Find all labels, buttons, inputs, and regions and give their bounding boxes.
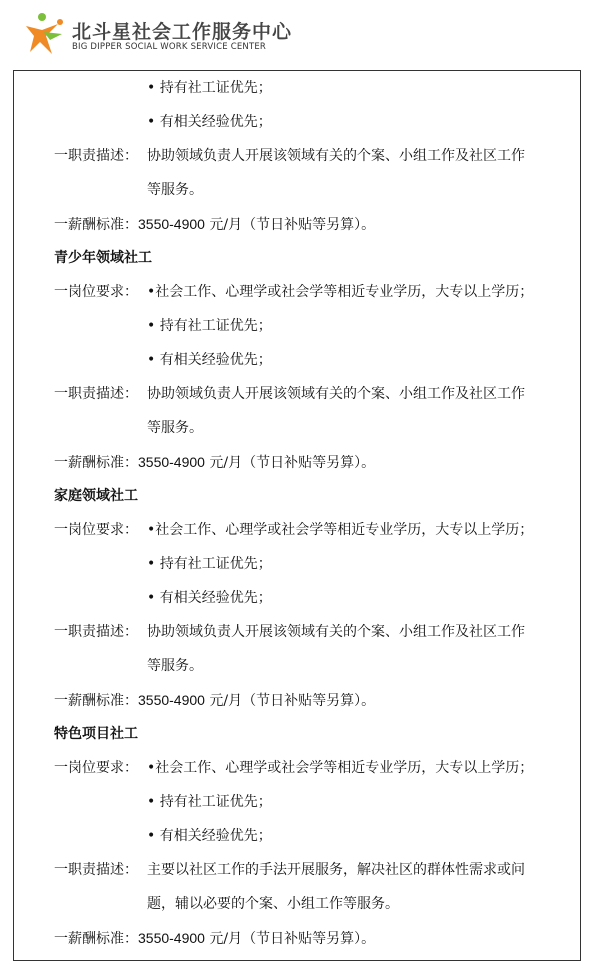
requirement-label: 一岗位要求： — [54, 760, 138, 776]
salary-row — [54, 214, 375, 235]
bullet-certificate: • 持有社工证优先； — [147, 318, 272, 334]
org-name-en: BIG DIPPER SOCIAL WORK SERVICE CENTER — [72, 42, 267, 52]
duty-label: 一职责描述： — [54, 862, 138, 878]
duty-label: 一职责描述： — [54, 624, 138, 640]
job-listing-box — [13, 70, 581, 961]
section-title: 特色项目社工 — [54, 726, 138, 742]
salary-row — [54, 928, 375, 949]
bullet-certificate: • 持有社工证优先； — [147, 556, 272, 572]
duty-label: 一职责描述： — [54, 386, 138, 402]
requirement-label: 一岗位要求： — [54, 522, 138, 538]
salary-amount: 3550-4900 — [138, 692, 205, 708]
bullet-experience: • 有相关经验优先； — [147, 114, 272, 130]
salary-row — [54, 690, 375, 711]
salary-note: 元/月（节日补贴等另算）。 — [204, 217, 376, 233]
requirement-label: 一岗位要求： — [54, 284, 138, 300]
bullet-experience: • 有相关经验优先； — [147, 352, 272, 368]
duty-text: 协助领域负责人开展该领域有关的个案、小组工作及社区工作 — [147, 148, 525, 164]
star-person-logo-icon — [22, 10, 72, 58]
salary-label: 一薪酬标准： — [54, 693, 138, 709]
salary-amount: 3550-4900 — [138, 454, 205, 470]
section-title: 家庭领域社工 — [54, 488, 138, 504]
duty-text-cont: 等服务。 — [147, 658, 203, 674]
salary-row — [54, 452, 375, 473]
salary-label: 一薪酬标准： — [54, 455, 138, 471]
duty-text: 主要以社区工作的手法开展服务，解决社区的群体性需求或问 — [147, 862, 525, 878]
salary-note: 元/月（节日补贴等另算）。 — [204, 693, 376, 709]
duty-text: 协助领域负责人开展该领域有关的个案、小组工作及社区工作 — [147, 386, 525, 402]
salary-label: 一薪酬标准： — [54, 217, 138, 233]
bullet-certificate: • 持有社工证优先； — [147, 794, 272, 810]
duty-text-cont: 题，辅以必要的个案、小组工作等服务。 — [147, 896, 399, 912]
org-name-cn: 北斗星社会工作服务中心 — [72, 21, 293, 43]
salary-amount: 3550-4900 — [138, 216, 205, 232]
duty-text-cont: 等服务。 — [147, 420, 203, 436]
requirement-text: •社会工作、心理学或社会学等相近专业学历，大专以上学历； — [147, 760, 534, 776]
duty-text-cont: 等服务。 — [147, 182, 203, 198]
requirement-text: •社会工作、心理学或社会学等相近专业学历，大专以上学历； — [147, 284, 534, 300]
duty-label: 一职责描述： — [54, 148, 138, 164]
requirement-text: •社会工作、心理学或社会学等相近专业学历，大专以上学历； — [147, 522, 534, 538]
salary-note: 元/月（节日补贴等另算）。 — [204, 931, 376, 947]
page-header — [0, 0, 595, 68]
salary-amount: 3550-4900 — [138, 930, 205, 946]
bullet-experience: • 有相关经验优先； — [147, 590, 272, 606]
bullet-experience: • 有相关经验优先； — [147, 828, 272, 844]
bullet-certificate: • 持有社工证优先； — [147, 80, 272, 96]
duty-text: 协助领域负责人开展该领域有关的个案、小组工作及社区工作 — [147, 624, 525, 640]
salary-note: 元/月（节日补贴等另算）。 — [204, 455, 376, 471]
salary-label: 一薪酬标准： — [54, 931, 138, 947]
section-title: 青少年领域社工 — [54, 250, 152, 266]
